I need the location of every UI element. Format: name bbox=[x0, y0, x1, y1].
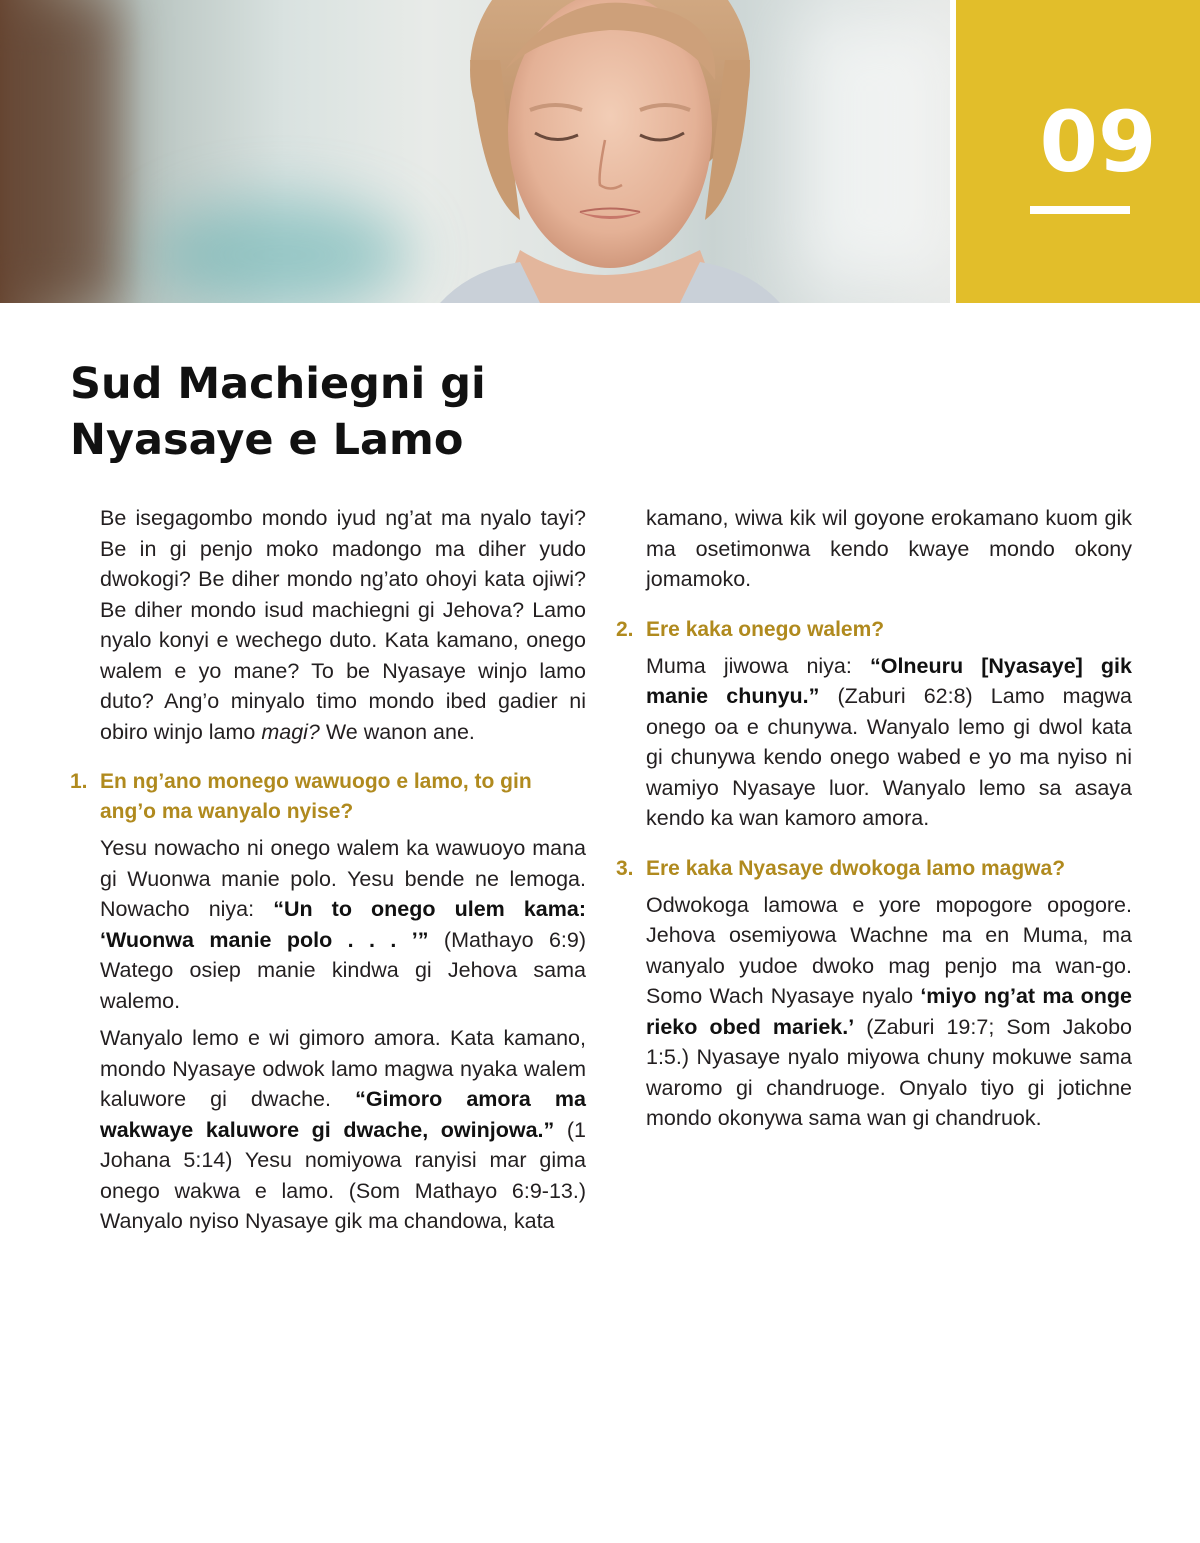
lesson-number-rule bbox=[1030, 206, 1130, 214]
lesson-number: 09 bbox=[1039, 93, 1157, 191]
question-1-text: En ng’ano monego wawuogo e lamo, to gin ang’o ma wanyalo nyise? bbox=[100, 770, 532, 823]
question-3 bbox=[616, 854, 1132, 884]
right-column bbox=[616, 503, 1133, 1141]
q1-paragraph-2: Wanyalo lemo e wi gimoro amora. Kata kamano, mondo Nyasaye odwok lamo magwa nyaka walem kaluwore gi dwache. “Gimoro amora ma wakwaye kaluwore gi dwache, owinjowa.” (1 Johana 5:14) Yesu nomiyowa ranyisi mar gima onego wakwa e lamo. (Som Mathayo 6:9-13.) Wanyalo nyiso Nyasaye gik ma chandowa, kata bbox=[100, 1026, 587, 1233]
question-3-number: 3. bbox=[616, 856, 634, 880]
q2-paragraph-1: Muma jiwowa niya: “Olneuru [Nyasaye] gik manie chunyu.” (Zaburi 62:8) Lamo magwa onego oa e chunywa. Wanyalo lemo gi dwol kata gi chunywa kendo onego wabed e yo ma nyiso ni wamiyo Nyasaye luor. Wanyalo lemo sa asaya kendo ka wan kamoro amora. bbox=[646, 653, 1132, 830]
page-title bbox=[70, 356, 486, 468]
hero-photo bbox=[0, 0, 950, 303]
question-2 bbox=[616, 615, 1132, 645]
q1-paragraph-1: Yesu nowacho ni onego walem ka wawuoyo mana gi Wuonwa manie polo. Yesu bende ne lemoga. Nowacho niya: “Un to onego ulem kama: ‘Wuonwa manie polo . . . ’” (Mathayo 6:9) Watego osiep manie kindwa gi Jehova sama walemo. bbox=[100, 836, 587, 1013]
question-1 bbox=[70, 767, 586, 827]
lesson-number-box bbox=[956, 0, 1200, 303]
woman-portrait-illustration bbox=[0, 0, 950, 303]
title-line-1: Sud Machiegni gi bbox=[70, 359, 486, 409]
question-3-text: Ere kaka Nyasaye dwokoga lamo magwa? bbox=[646, 856, 1066, 880]
left-column bbox=[70, 503, 587, 1237]
continued-text-spacer bbox=[646, 503, 1132, 595]
question-2-text: Ere kaka onego walem? bbox=[646, 617, 885, 641]
q1-paragraph-2-continued: kamano, wiwa kik wil goyone erokamano kuom gik ma osetimonwa kendo kwaye mondo okony jomamoko. bbox=[646, 506, 1132, 591]
question-2-number: 2. bbox=[616, 617, 634, 641]
intro-paragraph: Be isegagombo mondo iyud ng’at ma nyalo tayi? Be in gi penjo moko madongo ma diher yudo dwokogi? Be diher mondo ng’ato ohoyi kata ojiwi? Be diher mondo isud machiegni gi Jehova? Lamo nyalo konyi e wechego duto. Kata kamano, onego walem e yo mane? To be Nyasaye winjo lamo duto? Ang’o minyalo timo mondo ibed gadier ni obiro winjo lamo magi? We wanon ane. bbox=[100, 506, 586, 744]
title-line-2: Nyasaye e Lamo bbox=[70, 415, 464, 465]
q3-paragraph-1: Odwokoga lamowa e yore mopogore opogore. Jehova osemiyowa Wachne ma en Muma, ma wanyalo yudoe dwoko mag penjo ma wan-go. Somo Wach Nyasaye nyalo ‘miyo ng’at ma onge rieko obed mariek.’ (Zaburi 19:7; Som Jakobo 1:5.) Nyasaye nyalo miyowa chuny mokuwe sama waromo gi chandruoge. Onyalo tiyo gi jotichne mondo okonywa sama wan gi chandruok. bbox=[646, 892, 1133, 1130]
question-1-number: 1. bbox=[70, 770, 88, 793]
